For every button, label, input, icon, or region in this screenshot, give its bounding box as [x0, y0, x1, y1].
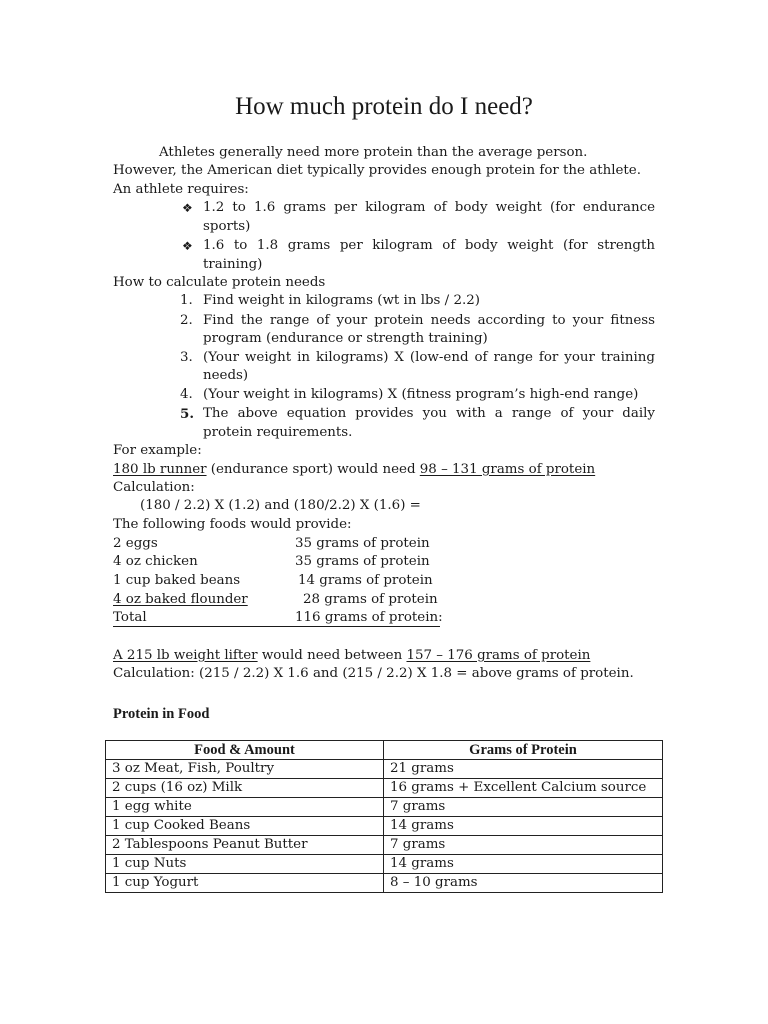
step-2-line-2: program (endurance or strength training) [203, 331, 488, 346]
bullet-1-line-2: sports) [203, 219, 251, 234]
diamond-bullet-icon: ❖ [182, 239, 193, 253]
table-row [106, 817, 663, 836]
step-number: 5. [180, 406, 194, 422]
step-1-line-1: Find weight in kilograms (wt in lbs / 2.2) [203, 293, 480, 308]
table-cell-grams: 21 grams [384, 760, 663, 779]
food-amount: 35 grams of protein [295, 536, 430, 551]
table-header-row [106, 741, 663, 760]
step-2-line-1: Find the range of your protein needs according to your fitness [203, 313, 655, 328]
table-cell-food: 3 oz Meat, Fish, Poultry [106, 760, 384, 779]
table-cell-food: 1 cup Cooked Beans [106, 817, 384, 836]
lifter-protein-range: 157 – 176 grams of protein [406, 648, 591, 663]
table-row [106, 855, 663, 874]
food-amount: 28 grams of protein [303, 592, 438, 607]
bullet-1-line-1: 1.2 to 1.6 grams per kilogram of body weight (for endurance [203, 200, 655, 215]
food-item: 1 cup baked beans [113, 573, 241, 588]
intro-line-1: Athletes generally need more protein than the average person. [159, 145, 588, 160]
calc-heading: How to calculate protein needs [113, 275, 326, 290]
food-item: 2 eggs [113, 536, 158, 551]
example-label: For example: [113, 443, 202, 458]
protein-table [105, 740, 663, 893]
table-row [106, 874, 663, 893]
table-row [106, 779, 663, 798]
table-row [106, 836, 663, 855]
calculation-label: Calculation: [113, 480, 195, 495]
intro-line-2: However, the American diet typically provides enough protein for the athlete. [113, 163, 641, 178]
table-cell-food: 2 Tablespoons Peanut Butter [106, 836, 384, 855]
table-header: Grams of Protein [384, 741, 663, 760]
table-cell-food: 1 egg white [106, 798, 384, 817]
table-cell-food: 2 cups (16 oz) Milk [106, 779, 384, 798]
bullet-2-line-2: training) [203, 257, 263, 272]
runner-weight: 180 lb runner [113, 462, 207, 477]
step-number: 1. [180, 293, 193, 308]
step-number: 4. [180, 387, 193, 402]
total-underline [113, 626, 440, 627]
page-title: How much protein do I need? [235, 93, 533, 120]
total-amount: 116 grams of protein: [295, 610, 443, 625]
table-row [106, 798, 663, 817]
lifter-weight: A 215 lb weight lifter [113, 648, 258, 663]
lifter-text: would need between [257, 648, 407, 663]
table-cell-grams: 8 – 10 grams [384, 874, 663, 893]
food-item: 4 oz chicken [113, 554, 198, 569]
step-5-line-1: The above equation provides you with a range of your daily [203, 406, 655, 421]
intro-line-3: An athlete requires: [113, 182, 249, 197]
protein-table-heading: Protein in Food [113, 706, 210, 722]
table-row [106, 760, 663, 779]
runner-text: (endurance sport) would need [206, 462, 420, 477]
food-amount: 14 grams of protein [298, 573, 433, 588]
step-5-line-2: protein requirements. [203, 425, 353, 440]
total-label: Total [113, 610, 147, 625]
step-number: 3. [180, 350, 193, 365]
step-3-line-1: (Your weight in kilograms) X (low-end of range for your training [203, 350, 655, 365]
table-header: Food & Amount [106, 741, 384, 760]
lifter-sentence [113, 647, 590, 665]
diamond-bullet-icon: ❖ [182, 201, 193, 215]
table-cell-food: 1 cup Yogurt [106, 874, 384, 893]
table-cell-grams: 7 grams [384, 798, 663, 817]
table-cell-food: 1 cup Nuts [106, 855, 384, 874]
food-amount: 35 grams of protein [295, 554, 430, 569]
table-cell-grams: 14 grams [384, 855, 663, 874]
step-3-line-2: needs) [203, 368, 249, 383]
runner-sentence [113, 461, 595, 479]
bullet-2-line-1: 1.6 to 1.8 grams per kilogram of body weight (for strength [203, 238, 655, 253]
lifter-calculation: Calculation: (215 / 2.2) X 1.6 and (215 / 2.2) X 1.8 = above grams of protein. [113, 666, 634, 681]
runner-protein-range: 98 – 131 grams of protein [419, 462, 596, 477]
table-cell-grams: 16 grams + Excellent Calcium source [384, 779, 663, 798]
table-cell-grams: 7 grams [384, 836, 663, 855]
runner-formula: (180 / 2.2) X (1.2) and (180/2.2) X (1.6) = [140, 498, 421, 513]
table-cell-grams: 14 grams [384, 817, 663, 836]
step-4-line-1: (Your weight in kilograms) X (fitness program’s high-end range) [203, 387, 639, 402]
food-item: 4 oz baked flounder [113, 592, 248, 607]
step-number: 2. [180, 313, 193, 328]
foods-label: The following foods would provide: [113, 517, 352, 532]
